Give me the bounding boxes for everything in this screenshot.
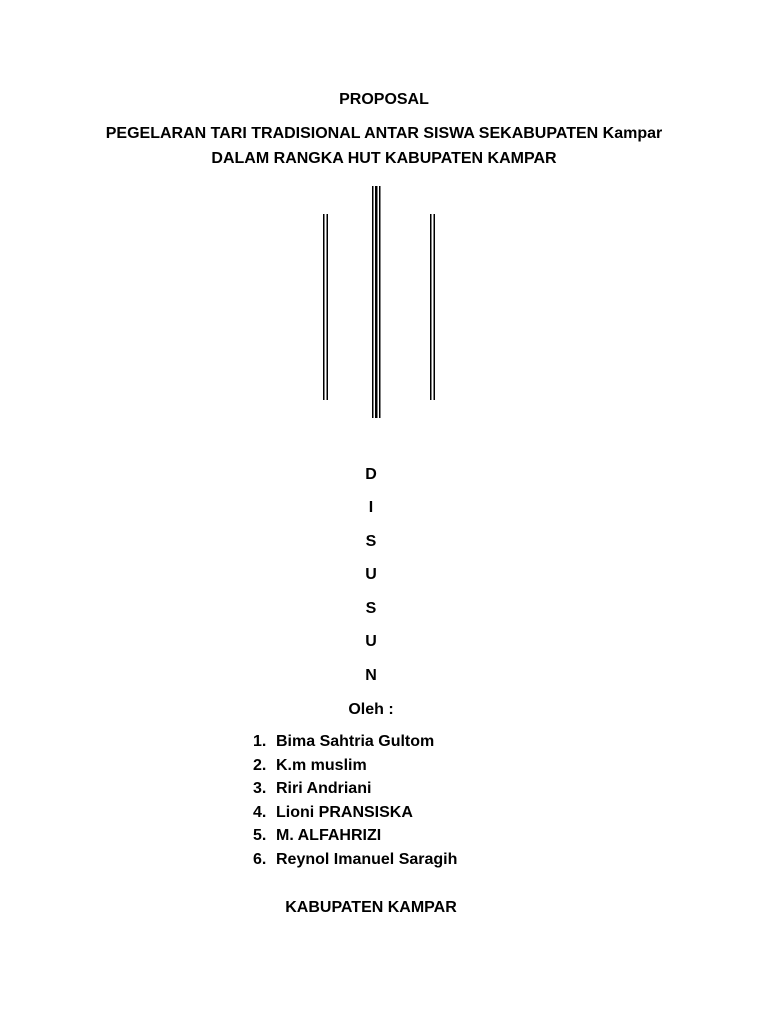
document-subtitle-line1: PEGELARAN TARI TRADISIONAL ANTAR SISWA SEKABUPATEN Kampar bbox=[105, 125, 663, 142]
document-title: PROPOSAL bbox=[339, 91, 429, 108]
list-number: 3. bbox=[253, 780, 267, 798]
list-item bbox=[253, 850, 457, 874]
list-number: 4. bbox=[253, 803, 267, 821]
list-item bbox=[253, 732, 457, 756]
list-item bbox=[253, 756, 457, 780]
member-name: Lioni PRANSISKA bbox=[276, 803, 413, 821]
list-number: 5. bbox=[253, 827, 267, 845]
disusun-letter: U bbox=[365, 633, 377, 650]
disusun-letter: U bbox=[365, 566, 377, 583]
list-item bbox=[253, 803, 457, 827]
list-item bbox=[253, 779, 457, 803]
disusun-letter: S bbox=[365, 600, 377, 617]
member-name: K.m muslim bbox=[276, 756, 367, 774]
member-name: Reynol Imanuel Saragih bbox=[276, 850, 458, 868]
document-footer: KABUPATEN KAMPAR bbox=[285, 899, 457, 916]
vertical-lines-emblem-icon bbox=[288, 184, 468, 420]
list-number: 1. bbox=[253, 733, 267, 750]
disusun-letter: I bbox=[368, 499, 374, 516]
member-name: Riri Andriani bbox=[276, 780, 372, 798]
member-name: Bima Sahtria Gultom bbox=[276, 733, 435, 750]
oleh-label: Oleh : bbox=[348, 701, 394, 718]
disusun-letter: N bbox=[365, 667, 377, 684]
member-list bbox=[253, 732, 457, 874]
member-name: M. ALFAHRIZI bbox=[276, 827, 382, 845]
document-subtitle-line2: DALAM RANGKA HUT KABUPATEN KAMPAR bbox=[211, 150, 557, 167]
list-number: 6. bbox=[253, 850, 267, 868]
disusun-letter: D bbox=[365, 466, 377, 483]
disusun-letter: S bbox=[365, 533, 377, 550]
list-item bbox=[253, 826, 457, 850]
list-number: 2. bbox=[253, 756, 267, 774]
